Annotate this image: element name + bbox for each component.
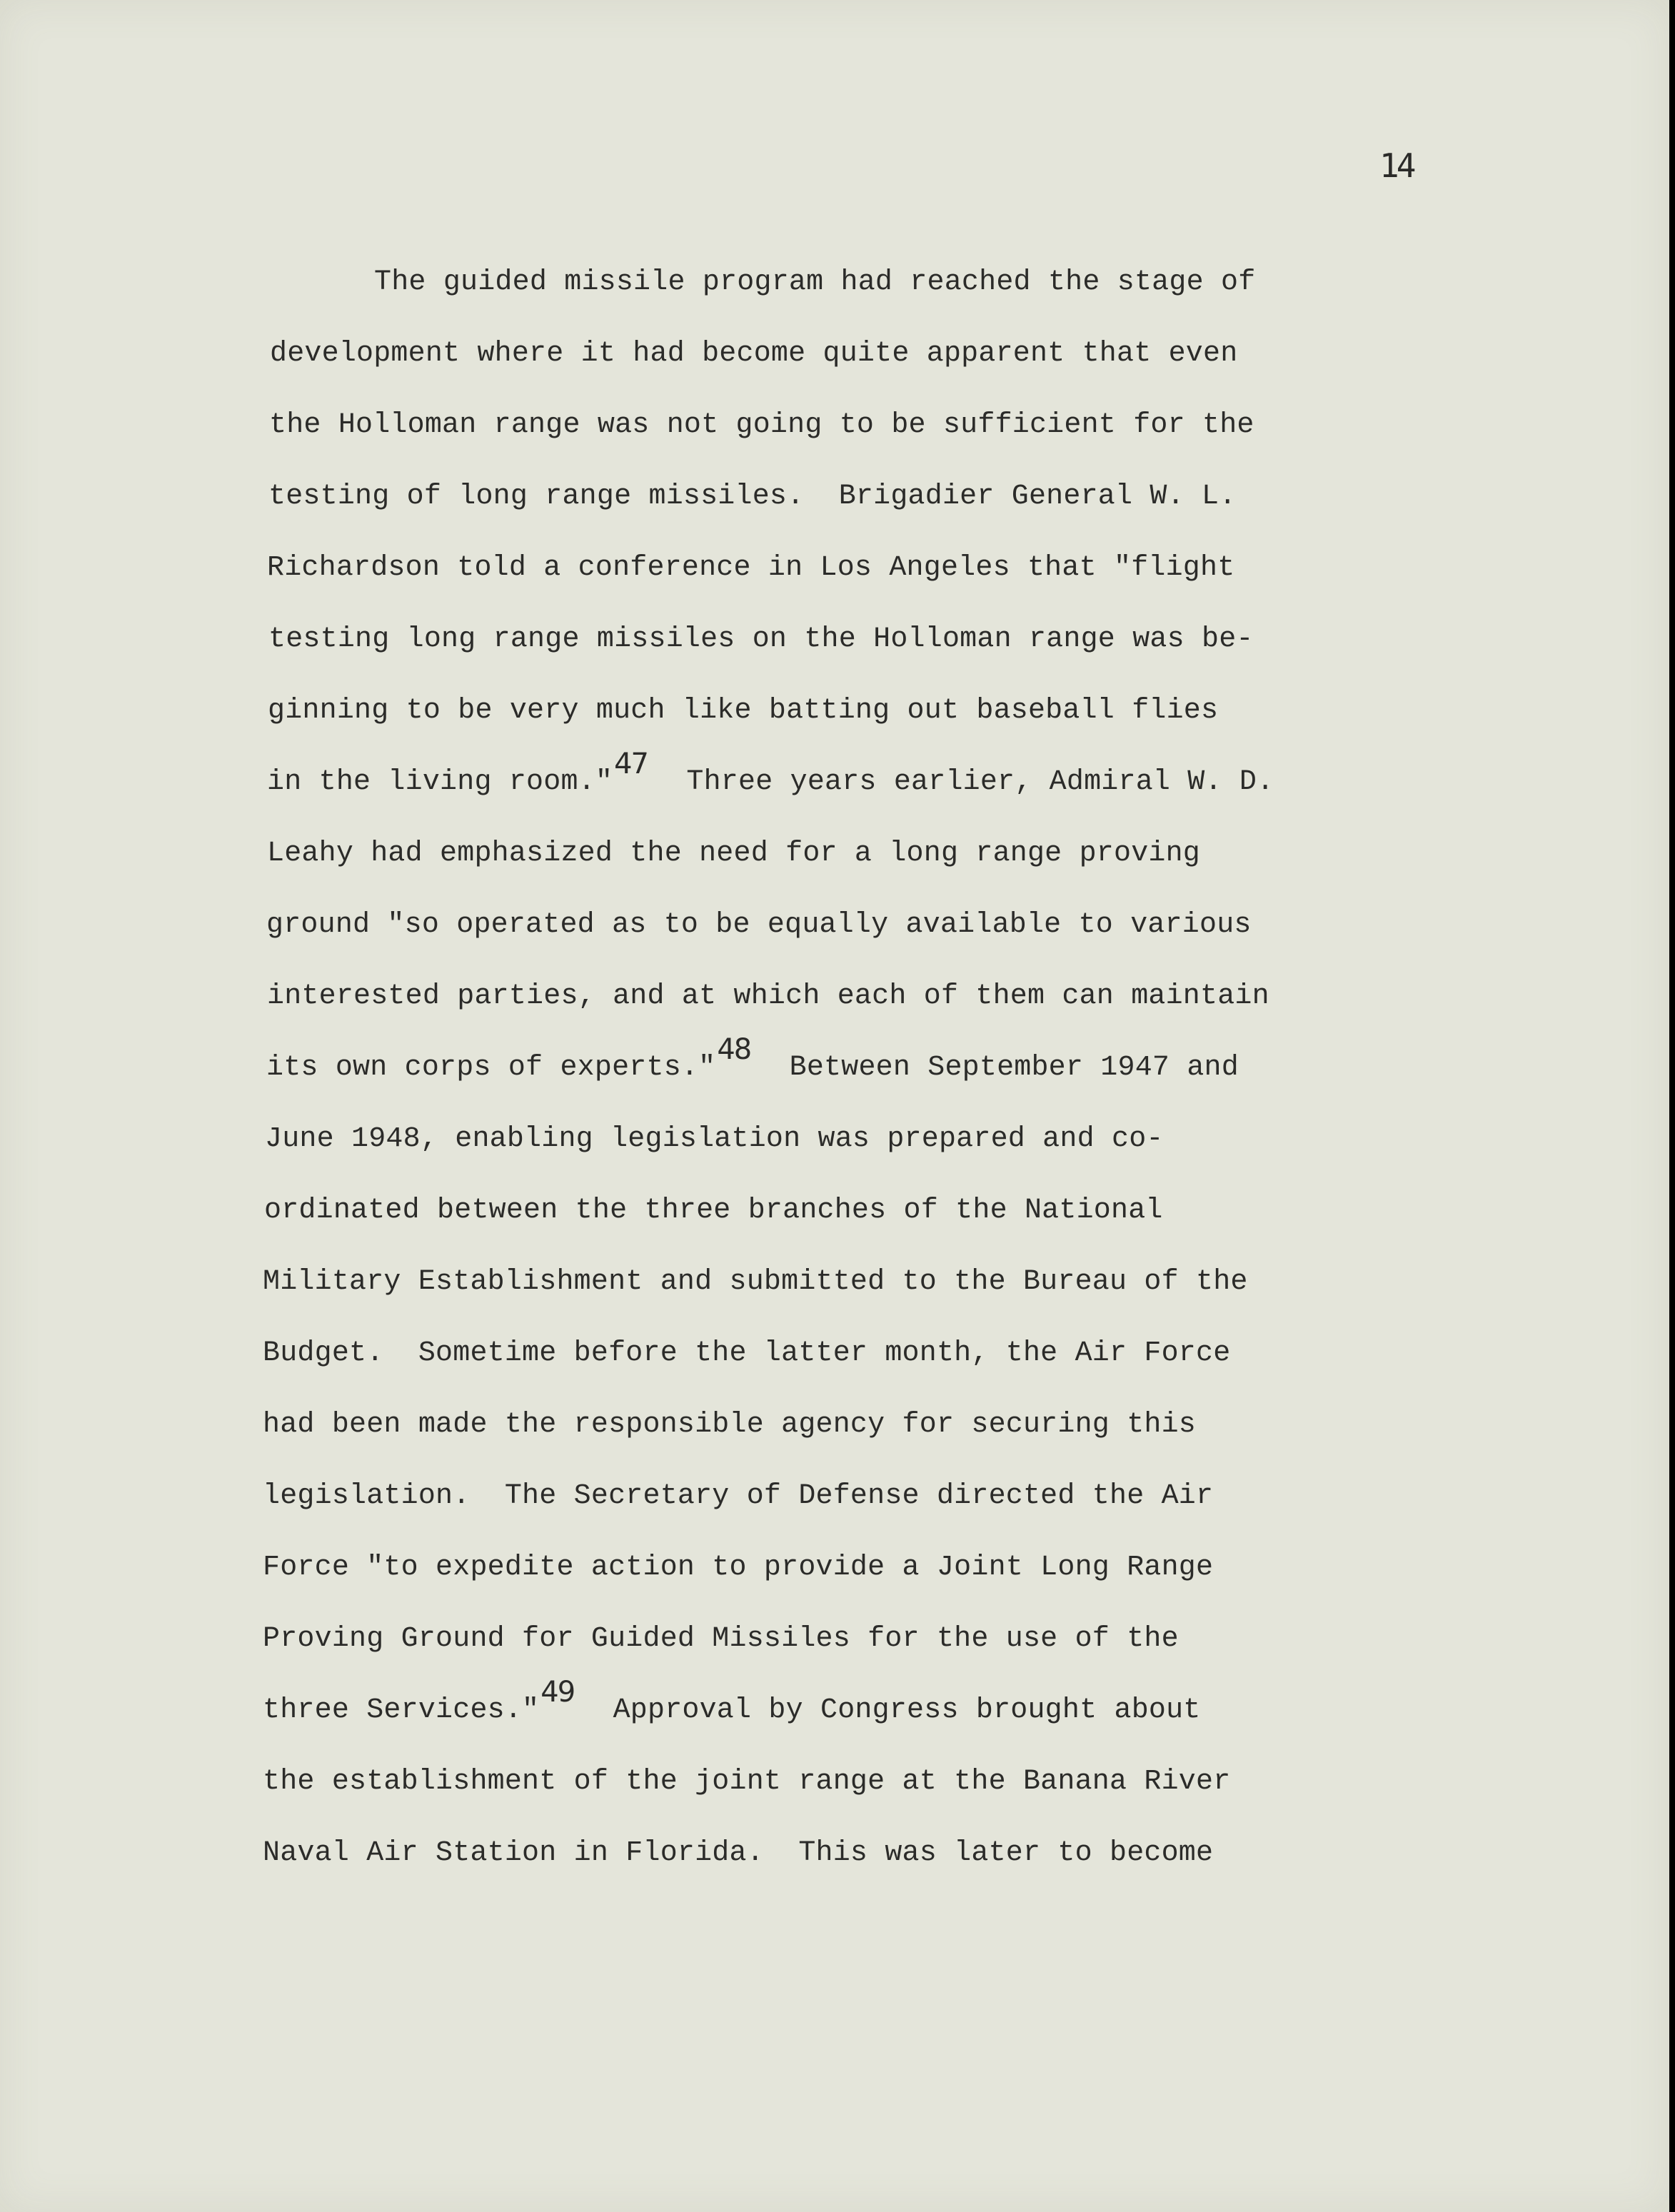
text-line: Budget. Sometime before the latter month, the Air Force	[263, 1337, 1231, 1369]
text-line: development where it had become quite apparent that even	[270, 338, 1238, 370]
text-line: testing long range missiles on the Holloman range was be-	[268, 623, 1254, 655]
text-line: the establishment of the joint range at the Banana River	[263, 1766, 1231, 1798]
text-line: Leahy had emphasized the need for a long range proving	[267, 838, 1201, 870]
text-line: ground "so operated as to be equally available to various	[266, 909, 1252, 941]
text-line: June 1948, enabling legislation was prepared and co-	[265, 1123, 1164, 1155]
text-segment: Approval by Congress brought about	[578, 1694, 1201, 1726]
text-line: Military Establishment and submitted to the Bureau of the	[263, 1266, 1248, 1298]
text-line: Proving Ground for Guided Missiles for the use of the	[263, 1623, 1179, 1655]
footnote-marker: 48	[717, 1033, 751, 1066]
text-line-with-footnote	[263, 1675, 1319, 1746]
text-line: Richardson told a conference in Los Angeles that "flight	[267, 552, 1235, 584]
text-segment: in the living room."	[267, 766, 613, 798]
text-line: interested parties, and at which each of them can maintain	[267, 980, 1269, 1012]
text-line: Force "to expedite action to provide a Joint Long Range	[263, 1552, 1214, 1584]
page-number: 14	[1379, 146, 1414, 185]
scan-edge	[1669, 0, 1675, 2212]
body-paragraph	[263, 247, 1319, 1889]
text-line: legislation. The Secretary of Defense directed the Air	[263, 1480, 1214, 1512]
text-segment: Three years earlier, Admiral W. D.	[651, 766, 1274, 798]
text-line: had been made the responsible agency for securing this	[263, 1409, 1197, 1441]
text-segment: Between September 1947 and	[755, 1052, 1239, 1084]
text-line: ordinated between the three branches of the National	[264, 1195, 1163, 1227]
text-line-with-footnote	[263, 747, 1319, 818]
text-segment: three Services."	[263, 1694, 540, 1726]
text-segment: its own corps of experts."	[266, 1052, 716, 1084]
text-line: Naval Air Station in Florida. This was later to become	[263, 1837, 1214, 1869]
text-line-with-footnote	[263, 1032, 1319, 1104]
text-line: The guided missile program had reached the stage of	[374, 266, 1256, 298]
text-line: testing of long range missiles. Brigadier General W. L.	[268, 481, 1237, 513]
footnote-marker: 49	[540, 1676, 575, 1709]
text-line: the Holloman range was not going to be sufficient for the	[269, 409, 1254, 441]
text-line: ginning to be very much like batting out baseball flies	[268, 695, 1219, 727]
footnote-marker: 47	[614, 748, 648, 780]
